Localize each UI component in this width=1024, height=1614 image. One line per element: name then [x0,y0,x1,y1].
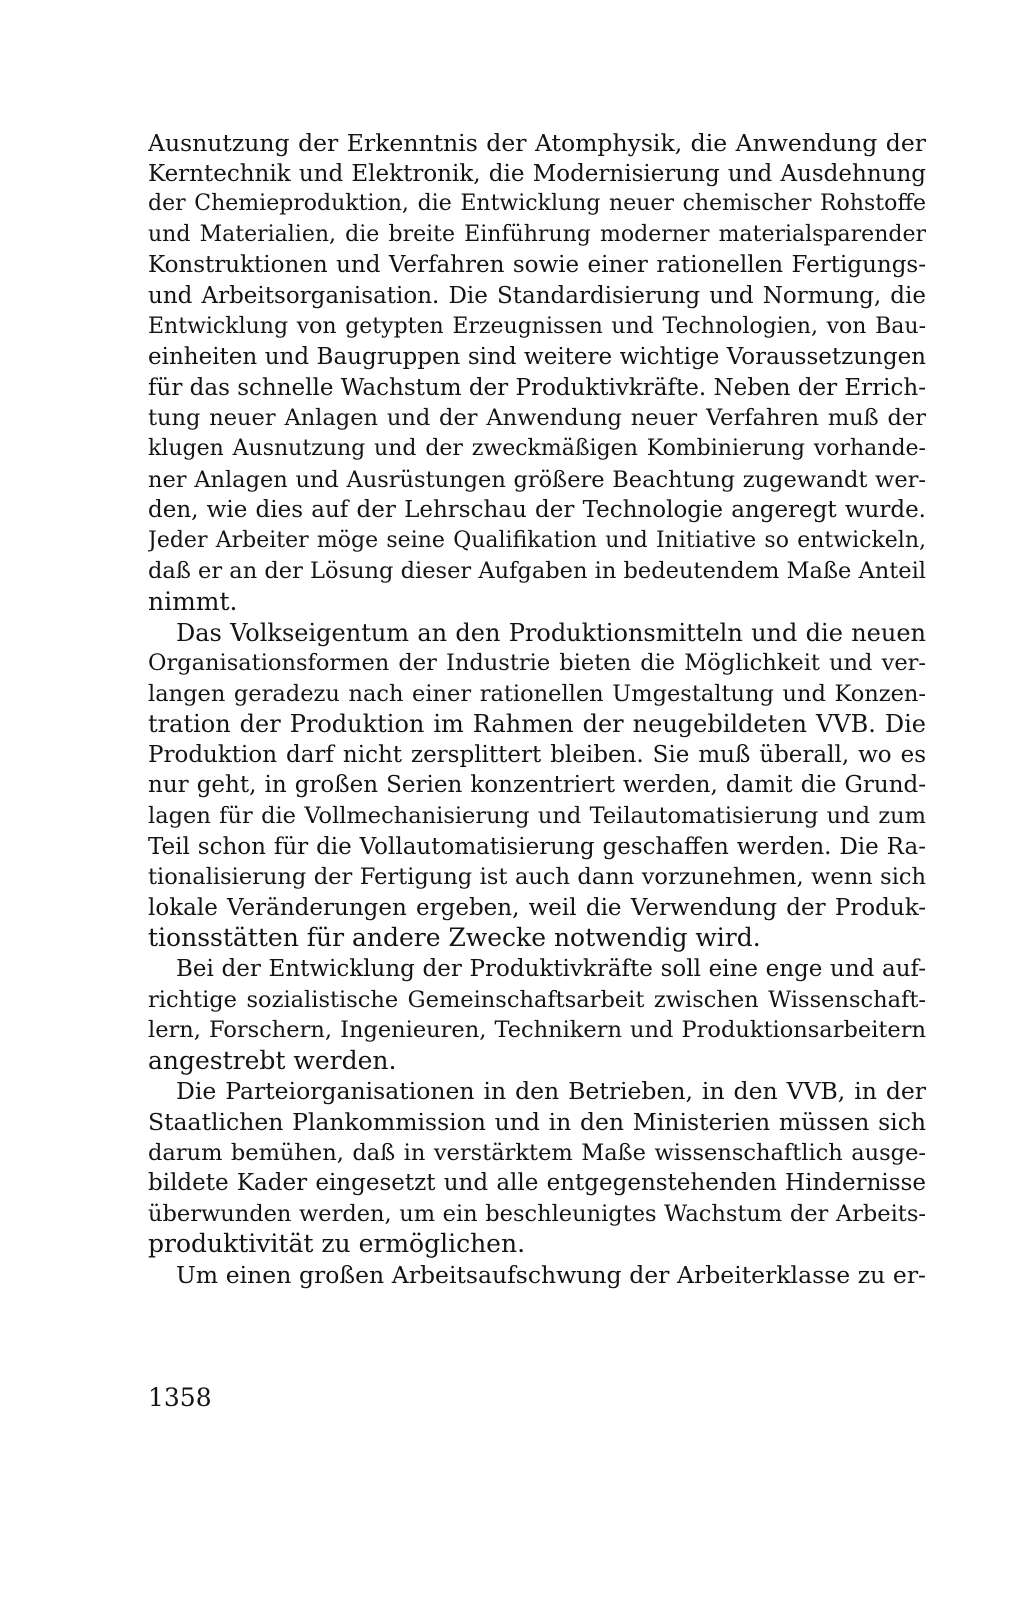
text-line: klugen Ausnutzung und der zweckmäßigen Kombinierung vorhande- [148,435,926,461]
text-line: angestrebt werden. [148,1045,397,1075]
text-line: daß er an der Lösung dieser Aufgaben in bedeutendem Maße Anteil [148,558,926,585]
text-line: Jeder Arbeiter möge seine Qualifikation und Initiative so entwickeln, [148,527,926,553]
text-line: Ausnutzung der Erkenntnis der Atomphysik, die Anwendung der [148,129,926,157]
text-line: lagen für die Vollmechanisierung und Teilautomatisierung und zum [148,803,926,830]
text-line: und Materialien, die breite Einführung moderner materialsparender [148,221,926,247]
text-line: nimmt. [148,586,238,616]
text-line: tionalisierung der Fertigung ist auch dann vorzunehmen, wenn sich [148,864,926,891]
text-line: Um einen großen Arbeitsaufschwung der Arbeiterklasse zu er- [176,1260,926,1289]
text-line: einheiten und Baugruppen sind weitere wichtige Voraussetzungen [148,344,926,371]
text-line: überwunden werden, um ein beschleunigtes Wachstum der Arbeits- [148,1200,926,1227]
text-line: Kerntechnik und Elektronik, die Modernisierung und Ausdehnung [148,160,926,187]
text-line: ner Anlagen und Ausrüstungen größere Beachtung zugewandt wer- [148,466,926,493]
text-line: Die Parteiorganisationen in den Betrieben, in den VVB, in der [176,1077,926,1106]
text-line: lokale Veränderungen ergeben, weil die Verwendung der Produk- [148,894,926,921]
text-line: für das schnelle Wachstum der Produktivkräfte. Neben der Errich- [148,374,926,401]
text-line: tionsstätten für andere Zwecke notwendig wird. [148,923,761,953]
text-line: bildete Kader eingesetzt und alle entgegenstehenden Hindernisse [148,1170,926,1197]
text-line: und Arbeitsorganisation. Die Standardisierung und Normung, die [148,282,926,309]
text-line: der Chemieproduktion, die Entwicklung neuer chemischer Rohstoffe [148,191,926,217]
text-line: Produktion darf nicht zersplittert bleiben. Sie muß überall, wo es [148,741,926,768]
text-line: Organisationsformen der Industrie bieten die Möglichkeit und ver- [148,650,926,677]
text-line: lern, Forschern, Ingenieuren, Technikern und Produktionsarbeitern [148,1017,926,1044]
text-line: nur geht, in großen Serien konzentriert werden, damit die Grund- [148,772,926,799]
text-line: Das Volkseigentum an den Produktionsmitteln und die neuen [176,618,926,647]
page-number: 1358 [148,1383,212,1412]
text-line: Entwicklung von getypten Erzeugnissen und Technologien, von Bau- [148,313,926,339]
text-line: Konstruktionen und Verfahren sowie einer rationellen Fertigungs- [148,252,926,279]
text-line: tung neuer Anlagen und der Anwendung neuer Verfahren muß der [148,405,926,432]
text-line: tration der Produktion im Rahmen der neugebildeten VVB. Die [148,710,926,739]
body-text [148,128,926,1291]
text-line: Bei der Entwicklung der Produktivkräfte soll eine enge und auf- [176,956,926,983]
text-line: darum bemühen, daß in verstärktem Maße wissenschaftlich ausge- [148,1139,926,1166]
text-line: produktivität zu ermöglichen. [148,1229,526,1259]
text-line: Staatlichen Plankommission und in den Ministerien müssen sich [148,1108,926,1136]
text-line: den, wie dies auf der Lehrschau der Technologie angeregt wurde. [148,497,926,524]
text-line: langen geradezu nach einer rationellen Umgestaltung und Konzen- [148,680,926,707]
text-line: richtige sozialistische Gemeinschaftsarbeit zwischen Wissenschaft- [148,986,926,1013]
text-line: Teil schon für die Vollautomatisierung geschaffen werden. Die Ra- [148,833,926,860]
